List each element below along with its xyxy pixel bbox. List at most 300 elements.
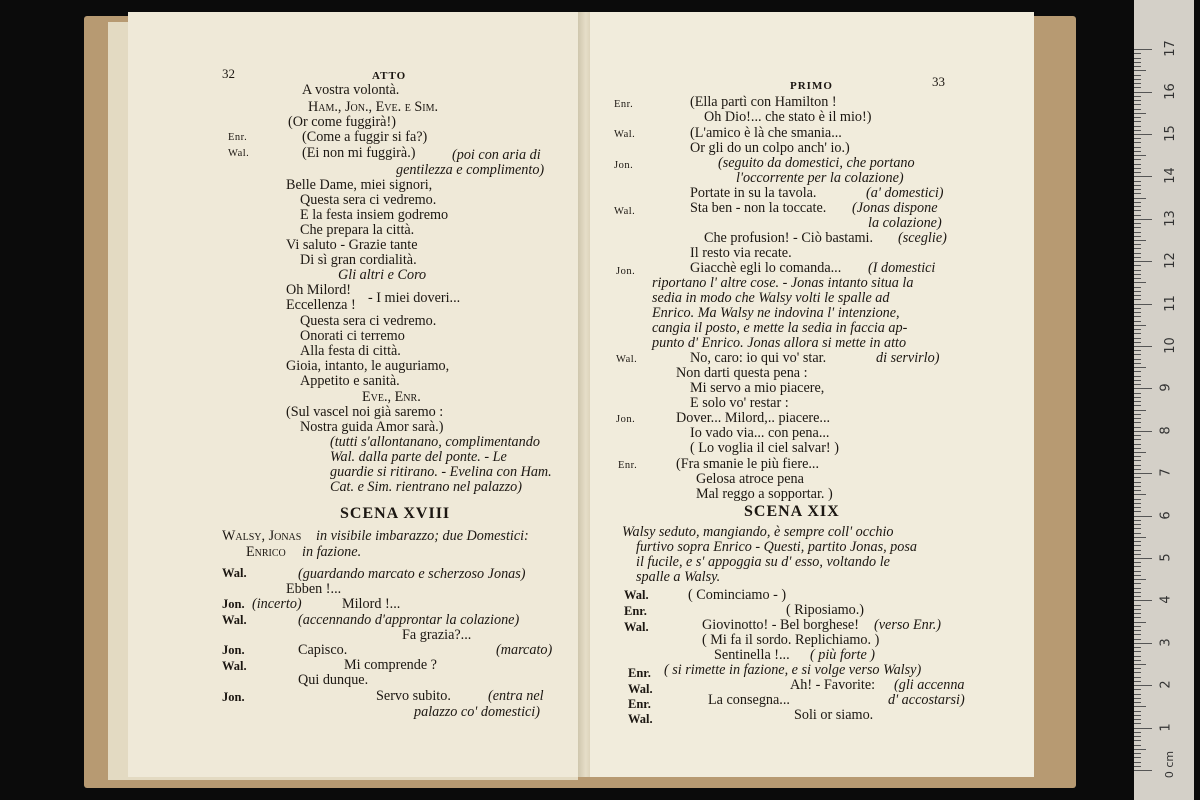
verse-line: E la festa insiem godremo	[300, 207, 449, 223]
ruler-tick	[1134, 134, 1152, 135]
scene-description: in visibile imbarazzo; due Domestici:	[316, 528, 529, 544]
ruler-tick	[1134, 533, 1141, 534]
ruler-tick	[1134, 664, 1146, 665]
ruler-tick	[1134, 393, 1141, 394]
ruler-tick	[1134, 333, 1141, 334]
ruler-label: 2	[1158, 680, 1174, 689]
ruler-tick	[1134, 253, 1141, 254]
ruler-tick	[1134, 728, 1152, 729]
ruler-tick	[1134, 376, 1141, 377]
ruler-tick	[1134, 757, 1141, 758]
speaker-label: Wal.	[628, 712, 653, 726]
verse-line: A vostra volontà.	[302, 82, 400, 98]
scene-title: SCENA XVIII	[340, 505, 451, 522]
ruler-label: 4	[1158, 595, 1174, 605]
ruler-tick	[1134, 232, 1141, 233]
ruler-tick	[1134, 520, 1141, 521]
ruler-tick	[1134, 304, 1152, 305]
ruler-tick	[1134, 427, 1141, 428]
ruler-tick	[1134, 117, 1141, 118]
ruler-tick	[1134, 634, 1141, 635]
verse-line: Portate in su la tavola.	[690, 185, 817, 201]
ruler-label: 11	[1162, 294, 1178, 312]
ruler-tick	[1134, 469, 1141, 470]
verse-line: Eccellenza !	[286, 297, 356, 313]
ruler-tick	[1134, 583, 1141, 584]
ruler-tick	[1134, 147, 1141, 148]
dialogue-line: ( Cominciamo - )	[688, 587, 787, 603]
ruler-tick	[1134, 104, 1141, 105]
verse-line: Il resto via recate.	[690, 245, 792, 261]
dialogue-line: Qui dunque.	[298, 672, 369, 688]
ruler-tick	[1134, 698, 1141, 699]
ruler-tick	[1134, 138, 1141, 139]
ruler-tick	[1134, 571, 1141, 572]
ruler-tick	[1134, 639, 1141, 640]
stage-direction: (seguito da domestici, che portano	[718, 155, 915, 171]
ruler-tick	[1134, 605, 1141, 606]
ruler-tick	[1134, 172, 1141, 173]
ruler-tick	[1134, 236, 1141, 237]
speaker-label: Enr.	[628, 697, 651, 711]
verse-line: Appetito e sanità.	[300, 373, 400, 389]
ruler-tick	[1134, 308, 1141, 309]
speaker-label: Jon.	[222, 643, 245, 657]
speaker-label: Enr.	[624, 604, 647, 618]
ruler-tick	[1134, 588, 1141, 589]
verse-line: (Come a fuggir si fa?)	[302, 129, 428, 145]
ruler-tick	[1134, 477, 1141, 478]
ruler-tick	[1134, 261, 1152, 262]
ruler-tick	[1134, 694, 1141, 695]
verse-line: Oh Milord!	[286, 282, 352, 298]
ruler-tick	[1134, 380, 1141, 381]
ruler-tick	[1134, 486, 1141, 487]
speaker-label: Wal.	[222, 566, 247, 580]
ruler-tick	[1134, 371, 1141, 372]
ruler-tick	[1134, 494, 1146, 495]
ruler-tick	[1134, 206, 1141, 207]
ruler-tick	[1134, 490, 1141, 491]
ruler-label: 1	[1158, 722, 1174, 732]
verse-line: Che prepara la città.	[300, 222, 415, 238]
stage-direction: Cat. e Sim. rientrano nel palazzo)	[330, 479, 522, 495]
ruler-tick	[1134, 338, 1141, 339]
speaker-label: Wal.	[624, 588, 649, 602]
verse-line: Di sì gran cordialità.	[300, 252, 417, 268]
ruler-tick	[1134, 100, 1141, 101]
ruler-tick	[1134, 159, 1141, 160]
ruler-tick	[1134, 452, 1146, 453]
ruler-tick	[1134, 762, 1141, 763]
scene-description: spalle a Walsy.	[636, 569, 721, 585]
ruler-tick	[1134, 660, 1141, 661]
verse-line: Che profusion! - Ciò bastami.	[704, 230, 874, 246]
ruler-tick	[1134, 367, 1146, 368]
ruler-tick	[1134, 524, 1141, 525]
ruler-tick	[1134, 193, 1141, 194]
stage-speakers: Eve., Enr.	[362, 389, 421, 405]
ruler-tick	[1134, 410, 1146, 411]
stage-direction: riportano l' altre cose. - Jonas intanto situa la	[652, 275, 914, 291]
ruler-tick	[1134, 740, 1141, 741]
ruler-tick	[1134, 274, 1141, 275]
verse-line: (Ei non mi fuggirà.)	[302, 145, 416, 161]
verse-line: No, caro: io qui vo' star.	[690, 350, 827, 366]
ruler-tick	[1134, 58, 1141, 59]
verse-line: Or gli do un colpo anch' io.)	[690, 140, 850, 156]
scene-description: furtivo sopra Enrico - Questi, partito Jonas, posa	[636, 539, 917, 555]
ruler-tick	[1134, 265, 1141, 266]
stage-direction: palazzo co' domestici)	[414, 704, 540, 720]
ruler-tick	[1134, 342, 1141, 343]
ruler-label: 10	[1162, 337, 1178, 354]
dialogue-line: Milord !...	[342, 596, 401, 612]
dialogue-line: ( Mi fa il sordo. Replichiamo. )	[702, 632, 880, 648]
running-head-right: PRIMO	[790, 80, 833, 92]
ruler-tick	[1134, 482, 1141, 483]
ruler-tick	[1134, 215, 1141, 216]
ruler-tick	[1134, 164, 1141, 165]
page-number-right: 33	[932, 74, 945, 89]
dialogue-line: Mi comprende ?	[344, 657, 437, 673]
ruler-tick	[1134, 350, 1141, 351]
ruler-tick	[1134, 745, 1141, 746]
stage-direction: (incerto)	[252, 596, 302, 612]
ruler-tick	[1134, 321, 1141, 322]
ruler-tick	[1134, 87, 1141, 88]
ruler-label: 17	[1162, 40, 1178, 57]
stage-direction: cangia il posto, e mette la sedia in faccia ap-	[652, 320, 908, 336]
ruler-tick	[1134, 677, 1141, 678]
ruler-label: 7	[1158, 468, 1174, 477]
ruler-tick	[1134, 219, 1152, 220]
ruler-tick	[1134, 113, 1146, 114]
stage-speakers: Gli altri e Coro	[338, 267, 427, 283]
ruler-tick	[1134, 439, 1141, 440]
ruler-tick	[1134, 511, 1141, 512]
ruler-tick	[1134, 401, 1141, 402]
scene-description: Walsy seduto, mangiando, è sempre coll' occhio	[622, 524, 894, 540]
ruler-tick	[1134, 685, 1152, 686]
ruler-tick	[1134, 66, 1141, 67]
ruler-tick	[1134, 244, 1141, 245]
ruler-tick	[1134, 62, 1141, 63]
ruler-tick	[1134, 83, 1141, 84]
ruler-tick	[1134, 257, 1141, 258]
stage-direction: di servirlo)	[876, 350, 940, 366]
ruler-tick	[1134, 405, 1141, 406]
dialogue-line: ( Riposiamo.)	[786, 602, 865, 618]
ruler-tick	[1134, 418, 1141, 419]
ruler-label: 14	[1162, 167, 1178, 185]
stage-direction: (guardando marcato e scherzoso Jonas)	[298, 566, 526, 582]
speaker-label: Enr.	[228, 132, 248, 143]
ruler-tick	[1134, 596, 1141, 597]
ruler-tick	[1134, 130, 1141, 131]
ruler-tick	[1134, 656, 1141, 657]
ruler-tick	[1134, 622, 1146, 623]
ruler-tick	[1134, 647, 1141, 648]
speaker-label: Wal.	[628, 682, 653, 696]
ruler-tick	[1134, 126, 1141, 127]
ruler-tick	[1134, 53, 1141, 54]
ruler-label: 13	[1162, 210, 1178, 227]
verse-line: Onorati ci terremo	[300, 328, 405, 344]
stage-direction: (I domestici	[868, 260, 936, 276]
stage-direction: (accennando d'approntar la colazione)	[298, 612, 520, 628]
scene-description: Walsy, Jonas	[222, 528, 302, 544]
stage-direction: sedia in modo che Walsy volti le spalle ad	[652, 290, 890, 306]
stage-direction: guardie si ritirano. - Evelina con Ham.	[330, 464, 552, 480]
dialogue-line: Sentinella !...	[714, 647, 790, 663]
ruler-tick	[1134, 384, 1141, 385]
ruler-tick	[1134, 643, 1152, 644]
ruler-tick	[1134, 431, 1152, 432]
verse-line: Mi servo a mio piacere,	[690, 380, 825, 396]
ruler-tick	[1134, 295, 1141, 296]
dialogue-line: Giovinotto! - Bel borghese!	[702, 617, 859, 633]
verse-line: Sta ben - non la toccate.	[690, 200, 827, 216]
ruler-tick	[1134, 706, 1146, 707]
stage-direction: (poi con aria di	[452, 147, 541, 163]
ruler-tick	[1134, 626, 1141, 627]
ruler-tick	[1134, 732, 1141, 733]
ruler-tick	[1134, 354, 1141, 355]
verse-line: (Fra smanie le più fiere...	[676, 456, 820, 472]
speaker-label: Wal.	[616, 354, 638, 365]
scene-description: Enrico	[246, 544, 286, 560]
ruler-tick	[1134, 329, 1141, 330]
ruler-tick	[1134, 142, 1141, 143]
ruler-tick	[1134, 299, 1141, 300]
ruler-label: 16	[1162, 82, 1178, 100]
speaker-label: Jon.	[616, 266, 636, 277]
measurement-ruler	[1134, 0, 1194, 800]
ruler-label: 5	[1158, 553, 1174, 562]
stage-direction: d' accostarsi)	[888, 692, 965, 708]
ruler-tick	[1134, 651, 1141, 652]
ruler-tick	[1134, 499, 1141, 500]
ruler-tick	[1134, 672, 1141, 673]
ruler-tick	[1134, 227, 1141, 228]
verse-line: Alla festa di città.	[300, 343, 401, 359]
scene-description: il fucile, e s' appoggia su d' esso, voltando le	[636, 554, 890, 570]
ruler-tick	[1134, 121, 1141, 122]
ruler-tick	[1134, 537, 1146, 538]
ruler-label: 6	[1158, 510, 1174, 520]
ruler-tick	[1134, 176, 1152, 177]
speaker-label: Wal.	[222, 613, 247, 627]
stage-speakers: Ham., Jon., Eve. e Sim.	[308, 99, 439, 115]
ruler-label: 12	[1162, 252, 1178, 269]
ruler-tick	[1134, 507, 1141, 508]
ruler-tick	[1134, 278, 1141, 279]
ruler-tick	[1134, 516, 1152, 517]
verse-line: Mal reggo a sopportar. )	[696, 486, 833, 502]
stage-direction: ( si rimette in fazione, e si volge verso Walsy)	[664, 662, 922, 678]
ruler-tick	[1134, 617, 1141, 618]
ruler-tick	[1134, 719, 1141, 720]
ruler-tick	[1134, 528, 1141, 529]
ruler-tick	[1134, 630, 1141, 631]
ruler-tick	[1134, 749, 1146, 750]
ruler-tick	[1134, 681, 1141, 682]
ruler-tick	[1134, 96, 1141, 97]
stage-direction: (verso Enr.)	[874, 617, 941, 633]
ruler-tick	[1134, 753, 1141, 754]
ruler-tick	[1134, 223, 1141, 224]
stage-direction: Wal. dalla parte del ponte. - Le	[330, 449, 507, 465]
speaker-label: Wal.	[614, 129, 636, 140]
ruler-tick	[1134, 287, 1141, 288]
verse-line: Non darti questa pena :	[676, 365, 808, 381]
ruler-tick	[1134, 198, 1146, 199]
ruler-tick	[1134, 711, 1141, 712]
ruler-label: 0 cm	[1163, 750, 1177, 779]
ruler-label: 9	[1158, 383, 1174, 393]
ruler-label: 8	[1158, 426, 1174, 435]
verse-line: - I miei doveri...	[368, 290, 461, 306]
ruler-tick	[1134, 155, 1146, 156]
ruler-tick	[1134, 723, 1141, 724]
stage-direction: (sceglie)	[898, 230, 947, 246]
stage-direction: punto d' Enrico. Jonas allora si mette in atto	[652, 335, 907, 351]
ruler-tick	[1134, 414, 1141, 415]
ruler-tick	[1134, 248, 1141, 249]
ruler-tick	[1134, 702, 1141, 703]
ruler-tick	[1134, 325, 1146, 326]
verse-line: Gioia, intanto, le auguriamo,	[286, 358, 450, 374]
ruler-tick	[1134, 435, 1141, 436]
ruler-tick	[1134, 473, 1152, 474]
ruler-tick	[1134, 359, 1141, 360]
ruler-tick	[1134, 210, 1141, 211]
ruler-tick	[1134, 465, 1141, 466]
ruler-tick	[1134, 668, 1141, 669]
verse-line: Gelosa atroce pena	[696, 471, 804, 487]
ruler-label: 15	[1162, 125, 1178, 142]
speaker-label: Jon.	[614, 160, 634, 171]
verse-line: Giacchè egli lo comanda...	[690, 260, 842, 276]
ruler-tick	[1134, 388, 1152, 389]
verse-line: (Or come fuggirà!)	[288, 114, 396, 130]
dialogue-line: Ebben !...	[286, 581, 342, 597]
ruler-tick	[1134, 312, 1141, 313]
stage-direction: (gli accenna	[894, 677, 965, 693]
stage-direction: ( più forte )	[810, 647, 876, 663]
scene-description: in fazione.	[302, 544, 362, 560]
ruler-tick	[1134, 456, 1141, 457]
ruler-tick	[1134, 316, 1141, 317]
verse-line: Io vado via... con pena...	[690, 425, 830, 441]
speaker-label: Jon.	[222, 690, 245, 704]
verse-line: Nostra guida Amor sarà.)	[300, 419, 444, 435]
stage-direction: (Jonas dispone	[852, 200, 938, 216]
dialogue-line: Servo subito.	[376, 688, 451, 704]
speaker-label: Wal.	[624, 620, 649, 634]
verse-line: (Ella partì con Hamilton !	[690, 94, 837, 110]
stage-direction: (a' domestici)	[866, 185, 944, 201]
verse-line: Dover... Milord,.. piacere...	[676, 410, 831, 426]
ruler-tick	[1134, 92, 1152, 93]
ruler-tick	[1134, 49, 1152, 50]
speaker-label: Wal.	[228, 148, 250, 159]
ruler-tick	[1134, 575, 1141, 576]
ruler-tick	[1134, 545, 1141, 546]
ruler-tick	[1134, 202, 1141, 203]
verse-line: Oh Dio!... che stato è il mio!)	[704, 109, 872, 125]
stage-direction: (tutti s'allontanano, complimentando	[330, 434, 540, 450]
page-number-left: 32	[222, 66, 235, 81]
speaker-label: Wal.	[614, 206, 636, 217]
ruler-tick	[1134, 613, 1141, 614]
ruler-tick	[1134, 562, 1141, 563]
scene-title: SCENA XIX	[744, 503, 840, 520]
verse-line: ( Lo voglia il ciel salvar! )	[690, 440, 839, 456]
ruler-tick	[1134, 609, 1141, 610]
dialogue-line: La consegna...	[708, 692, 790, 708]
ruler-tick	[1134, 541, 1141, 542]
ruler-tick	[1134, 240, 1146, 241]
ruler-tick	[1134, 189, 1141, 190]
verse-line: Questa sera ci vedremo.	[300, 192, 437, 208]
ruler-tick	[1134, 70, 1146, 71]
verse-line: Belle Dame, miei signori,	[286, 177, 433, 193]
verse-line: E solo vo' restar :	[690, 395, 789, 411]
speaker-label: Enr.	[618, 460, 638, 471]
stage-direction: la colazione)	[868, 215, 942, 231]
ruler-tick	[1134, 151, 1141, 152]
ruler-tick	[1134, 770, 1152, 771]
verse-line: Vi saluto - Grazie tante	[286, 237, 418, 253]
ruler-tick	[1134, 291, 1141, 292]
ruler-tick	[1134, 766, 1141, 767]
speaker-label: Jon.	[616, 414, 636, 425]
ruler-tick	[1134, 579, 1146, 580]
speaker-label: Wal.	[222, 659, 247, 673]
ruler-label: 3	[1158, 638, 1174, 647]
verse-line: Questa sera ci vedremo.	[300, 313, 437, 329]
ruler-tick	[1134, 168, 1141, 169]
dialogue-line: Fa grazia?...	[402, 627, 472, 643]
ruler-tick	[1134, 715, 1141, 716]
ruler-tick	[1134, 444, 1141, 445]
speaker-label: Enr.	[628, 666, 651, 680]
dialogue-line: Soli or siamo.	[794, 707, 874, 723]
ruler-tick	[1134, 79, 1141, 80]
ruler-tick	[1134, 397, 1141, 398]
ruler-tick	[1134, 346, 1152, 347]
ruler-tick	[1134, 554, 1141, 555]
running-head-left: ATTO	[372, 70, 407, 82]
speaker-label: Jon.	[222, 597, 245, 611]
ruler-tick	[1134, 270, 1141, 271]
ruler-tick	[1134, 592, 1141, 593]
stage-direction: l'occorrente per la colazione)	[736, 170, 904, 186]
ruler-tick	[1134, 109, 1141, 110]
ruler-tick	[1134, 600, 1152, 601]
ruler-tick	[1134, 448, 1141, 449]
ruler-tick	[1134, 736, 1141, 737]
stage-direction: (marcato)	[496, 642, 553, 658]
dialogue-line: Capisco.	[298, 642, 348, 658]
ruler-tick	[1134, 282, 1146, 283]
ruler-tick	[1134, 181, 1141, 182]
ruler-tick	[1134, 558, 1152, 559]
ruler-tick	[1134, 503, 1141, 504]
ruler-tick	[1134, 185, 1141, 186]
